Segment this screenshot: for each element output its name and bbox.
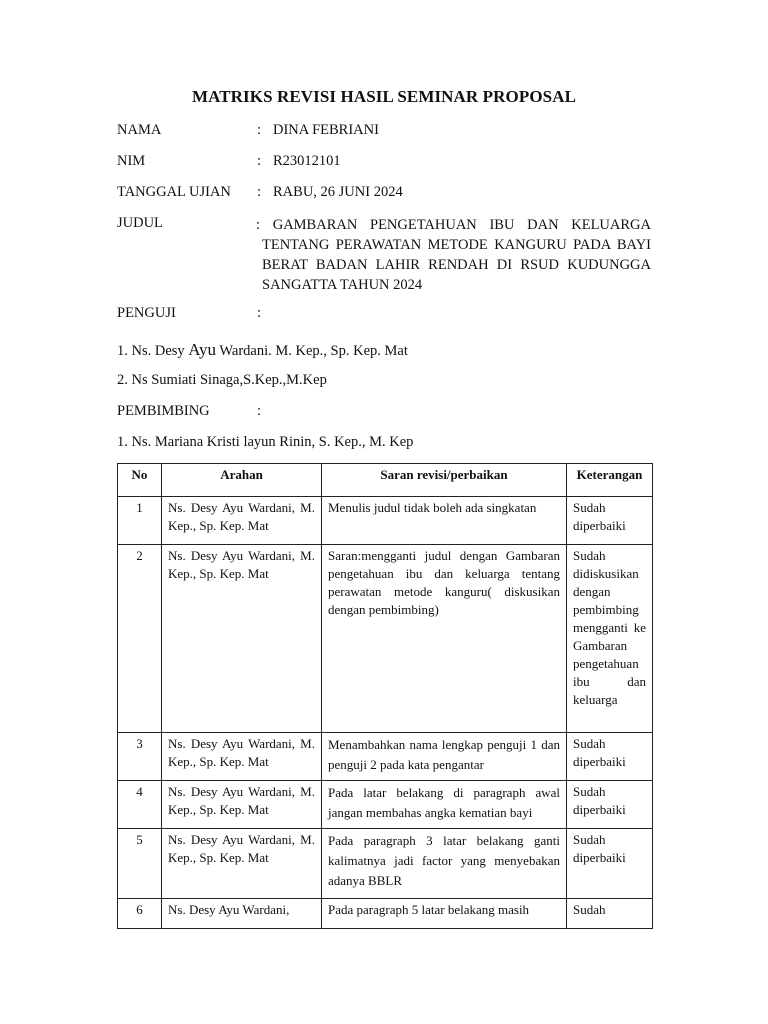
- header-saran: Saran revisi/perbaikan: [322, 464, 567, 497]
- table-row: [118, 829, 653, 899]
- field-tanggal-label: TANGGAL UJIAN: [117, 184, 231, 200]
- field-judul-value: : GAMBARAN PENGETAHUAN IBU DAN KELUARGA TENTANG PERAWATAN METODE KANGURU PADA BAYI BERAT BADAN LAHIR RENDAH DI RSUD KUDUNGGA SANGATTA TAHUN 2024: [256, 217, 651, 293]
- row-keterangan: Sudah diperbaiki: [567, 829, 653, 899]
- row-arahan: Ns. Desy Ayu Wardani, M. Kep., Sp. Kep. Mat: [162, 733, 322, 781]
- row-saran: Pada paragraph 5 latar belakang masih: [322, 899, 567, 929]
- field-pembimbing-colon: :: [257, 403, 262, 419]
- document-title: MATRIKS REVISI HASIL SEMINAR PROPOSAL: [191, 87, 577, 106]
- field-nim-colon: :: [257, 153, 262, 169]
- row-no: 6: [118, 899, 162, 929]
- row-saran: Pada paragraph 3 latar belakang ganti kalimatnya jadi factor yang menyebakan adanya BBLR: [322, 829, 567, 899]
- field-nama-value: DINA FEBRIANI: [273, 122, 379, 138]
- field-nama-label: NAMA: [117, 122, 162, 138]
- field-penguji-label: PENGUJI: [117, 305, 176, 321]
- field-tanggal-colon: :: [257, 184, 262, 200]
- penguji-1-big: Ayu: [188, 340, 217, 359]
- row-no: 3: [118, 733, 162, 781]
- table-row: [118, 545, 653, 733]
- row-saran: Saran:mengganti judul dengan Gambaran pengetahuan ibu dan keluarga tentang perawatan metode kanguru( diskusikan dengan pembimbing): [322, 545, 567, 733]
- row-no: 4: [118, 781, 162, 829]
- row-saran: Menulis judul tidak boleh ada singkatan: [322, 497, 567, 545]
- field-judul-label: JUDUL: [117, 215, 163, 231]
- field-nama-colon: :: [257, 122, 262, 138]
- row-keterangan: Sudah didiskusikan dengan pembimbing mengganti ke Gambaran pengetahuan ibu dan keluarga: [567, 545, 653, 733]
- row-arahan: Ns. Desy Ayu Wardani, M. Kep., Sp. Kep. Mat: [162, 829, 322, 899]
- row-no: 2: [118, 545, 162, 733]
- field-nim-value: R23012101: [273, 153, 341, 169]
- row-no: 1: [118, 497, 162, 545]
- table-header-row: [118, 464, 653, 497]
- row-arahan: Ns. Desy Ayu Wardani, M. Kep., Sp. Kep. Mat: [162, 545, 322, 733]
- penguji-1: [117, 340, 408, 360]
- pembimbing-1: 1. Ns. Mariana Kristi layun Rinin, S. Kep., M. Kep: [117, 434, 414, 450]
- row-saran: Pada latar belakang di paragraph awal jangan membahas angka kematian bayi: [322, 781, 567, 829]
- header-arahan: Arahan: [162, 464, 322, 497]
- field-penguji-colon: :: [257, 305, 262, 321]
- row-no: 5: [118, 829, 162, 899]
- table-row: [118, 899, 653, 929]
- revision-table: [117, 463, 653, 929]
- row-keterangan: Sudah: [567, 899, 653, 929]
- field-tanggal-value: RABU, 26 JUNI 2024: [273, 184, 403, 200]
- table-row: [118, 497, 653, 545]
- row-keterangan: Sudah diperbaiki: [567, 497, 653, 545]
- table-row: [118, 781, 653, 829]
- row-arahan: Ns. Desy Ayu Wardani,: [162, 899, 322, 929]
- penguji-1-prefix: 1. Ns. Desy: [117, 343, 189, 359]
- row-arahan: Ns. Desy Ayu Wardani, M. Kep., Sp. Kep. Mat: [162, 497, 322, 545]
- field-pembimbing-label: PEMBIMBING: [117, 403, 210, 419]
- table-row: [118, 733, 653, 781]
- row-keterangan: Sudah diperbaiki: [567, 733, 653, 781]
- penguji-2: 2. Ns Sumiati Sinaga,S.Kep.,M.Kep: [117, 372, 327, 388]
- row-arahan: Ns. Desy Ayu Wardani, M. Kep., Sp. Kep. Mat: [162, 781, 322, 829]
- header-keterangan: Keterangan: [567, 464, 653, 497]
- header-no: No: [118, 464, 162, 497]
- row-keterangan: Sudah diperbaiki: [567, 781, 653, 829]
- row-saran: Menambahkan nama lengkap penguji 1 dan penguji 2 pada kata pengantar: [322, 733, 567, 781]
- field-nim-label: NIM: [117, 153, 146, 169]
- penguji-1-suffix: Wardani. M. Kep., Sp. Kep. Mat: [216, 343, 408, 359]
